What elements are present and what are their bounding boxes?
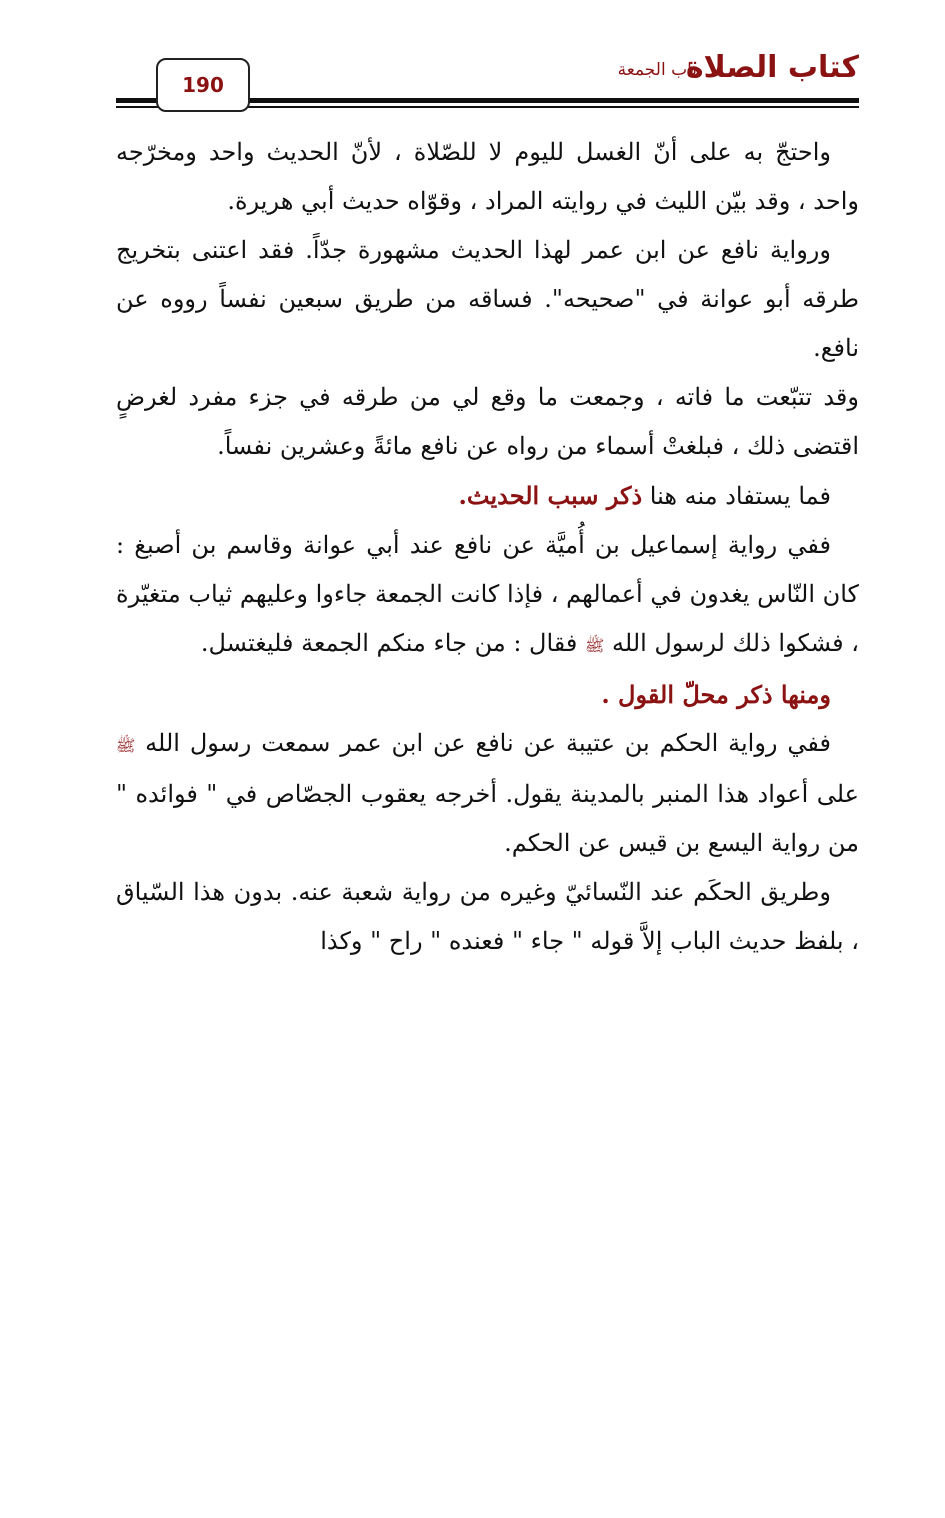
section-highlight-reason: ذكر سبب الحديث. — [458, 481, 643, 510]
paragraph-3-text: وقد تتبّعت ما فاته ، وجمعت ما وقع لي من طرقه في جزء مفرد لغرضٍ اقتضى ذلك ، فبلغتْ أسماء من رواه عن نافع مائةً وعشرين نفساً. — [116, 383, 859, 460]
section-heading-place: ومنها ذكر محلّ القول . — [601, 680, 831, 709]
paragraph-6-text-a: ففي رواية الحكم بن عتيبة عن نافع عن ابن عمر سمعت رسول الله — [135, 729, 831, 757]
paragraph-7: وطريق الحكَم عند النّسائيّ وغيره من رواية شعبة عنه. بدون هذا السّياق ، بلفظ حديث الباب إلاَّ قوله " جاء " فعنده " راح " وكذا — [116, 878, 859, 955]
paragraph-6 — [116, 719, 859, 868]
paragraph-6-text-b: على أعواد هذا المنبر بالمدينة يقول. أخرجه يعقوب الجصّاص في " فوائده " من رواية اليسع بن قيس عن الحكم. — [116, 780, 859, 857]
page-number: 190 — [156, 58, 250, 112]
book-title: كتاب الصلاة — [685, 50, 859, 85]
paragraph-5-text-a: ففي رواية إسماعيل بن أُميَّة عن نافع عند أبي عوانة وقاسم بن أصبغ : كان النّاس يغدون في أعمالهم ، فإذا كانت الجمعة جاءوا وعليهم ثياب متغيّرة ، فشكوا ذلك لرسول الله — [116, 531, 859, 657]
page-body — [116, 128, 859, 966]
salutation-glyph: ﷺ — [585, 636, 605, 655]
paragraph-5 — [116, 521, 859, 670]
paragraph-4-text: فما يستفاد منه هنا — [642, 482, 831, 510]
salutation-glyph: ﷺ — [116, 736, 136, 755]
paragraph-3 — [116, 373, 859, 471]
chapter-title: باب الجمعة — [617, 60, 697, 80]
paragraph-2: ورواية نافع عن ابن عمر لهذا الحديث مشهورة جدّاً. فقد اعتنى بتخريج طرقه أبو عوانة في "صحيحه". فساقه من طريق سبعين نفساً رووه عن نافع. — [116, 236, 859, 362]
paragraph-1: واحتجّ به على أنّ الغسل لليوم لا للصّلاة ، لأنّ الحديث واحد ومخرّجه واحد ، وقد بيّن الليث في روايته المراد ، وقوّاه حديث أبي هريرة. — [116, 138, 859, 215]
paragraph-4 — [116, 471, 859, 521]
paragraph-5-text-b: فقال : من جاء منكم الجمعة فليغتسل. — [200, 629, 586, 657]
